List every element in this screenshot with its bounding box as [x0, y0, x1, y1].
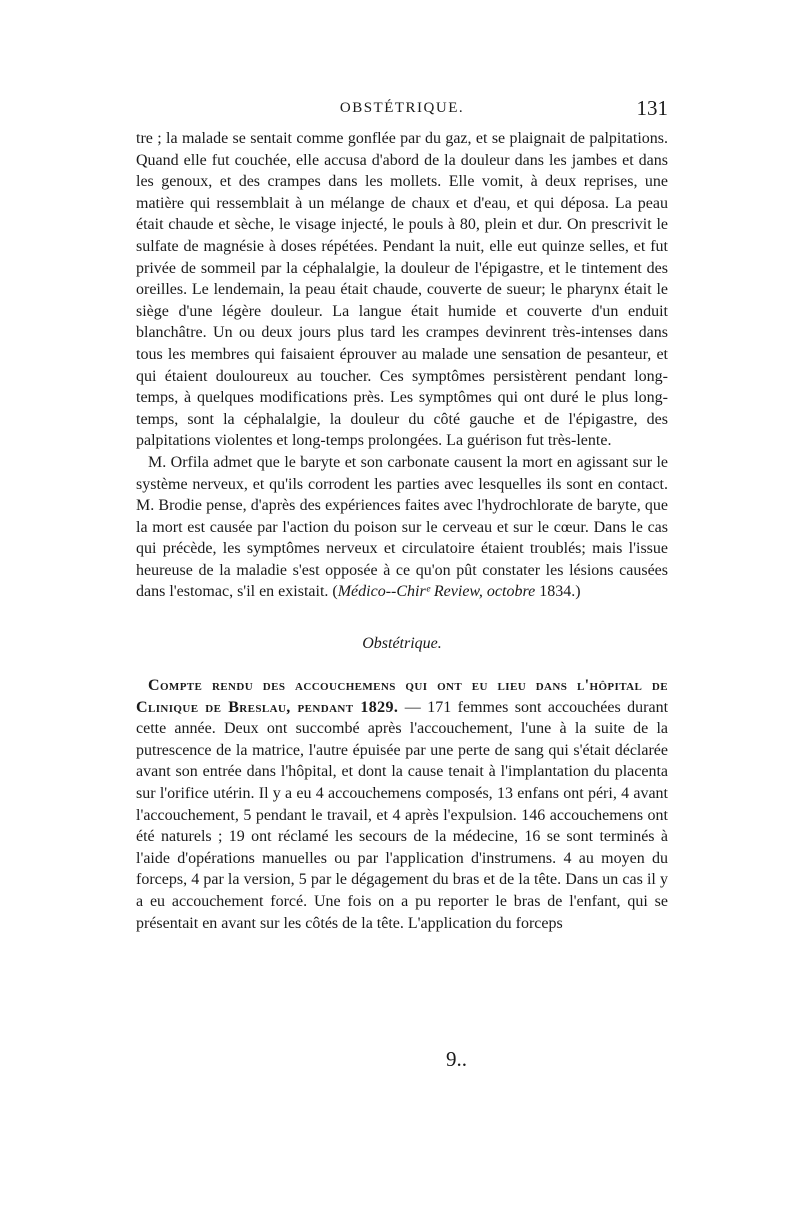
citation-date: 1834.) — [535, 583, 581, 601]
section-heading-obstetrique: Obstétrique. — [362, 635, 442, 653]
paragraph-orfila-text: M. Orfila admet que le baryte et son carbonate causent la mort en agissant sur le système nerveux, et qu'ils corrodent les parties avec lesquelles ils sont en contact. M. Brodie pense, d'après des expériences faites avec l'hydrochlorate de baryte, que la mort est causée par l'action du poison sur le cerveau et sur le cœur. Dans le cas qui précède, les symptômes nerveux et circulatoire étaient troublés; mais l'issue heureuse de la maladie s'est opposée à ce qu'on pût constater les lésions causées dans l'estomac, s'il en existait. ( — [136, 453, 668, 601]
page-content — [136, 98, 668, 934]
paragraph-breslau-report — [136, 675, 668, 934]
report-text: — 171 femmes sont accouchées durant cette année. Deux ont succombé après l'accouchement, l'une à la suite de la putrescence de la matrice, l'autre épuisée par une perte de sang qui s'était déclarée avant son entrée dans l'hôpital, et dont la cause tenait à l'implantation du placenta sur l'orifice utérin. Il y a eu 4 accouchemens composés, 13 enfans ont péri, 4 avant l'accouchement, 5 pendant le travail, et 4 après l'expulsion. 146 accouchemens ont été naturels ; 19 ont réclamé les secours de la médecine, 16 se sont terminés à l'aide d'opérations manuelles ou par l'application d'instrumens. 4 au moyen du forceps, 4 par la version, 5 par le dégagement du bras et de la tête. Dans un cas il y a eu accouchement forcé. Une fois on a pu reporter le bras de l'enfant, qui se présentait en avant sur les côtés de la tête. L'application du forceps — [136, 698, 669, 932]
page-number: 131 — [636, 96, 668, 120]
paragraph-orfila — [136, 452, 668, 603]
running-title: OBSTÉTRIQUE. — [339, 100, 465, 116]
page-header — [136, 98, 668, 128]
journal-citation: Médico--Chirᵉ Review, octobre — [337, 583, 536, 601]
report-heading: Compte rendu des accouchemens qui ont eu lieu dans l'hôpital de Clinique de Breslau, pendant 1829. — [136, 677, 668, 716]
signature-mark: 9.. — [446, 1047, 467, 1071]
paragraph-case-continuation: tre ; la malade se sentait comme gonflée par du gaz, et se plaignait de palpitations. Quand elle fut couchée, elle accusa d'abord de la douleur dans les jambes et dans les genoux, et des crampes dans les mollets. Elle vomit, à deux reprises, une matière qui ressemblait à un mélange de chaux et d'eau, et qui déposa. La peau était chaude et sèche, le visage injecté, le pouls à 80, plein et dur. On prescrivit le sulfate de magnésie à doses répétées. Pendant la nuit, elle eut quinze selles, et fut privée de sommeil par la céphalalgie, la douleur de l'épigastre, et le tintement des oreilles. Le lendemain, la peau était chaude, couverte de sueur; le pharynx était le siège d'une légère douleur. La langue était humide et couverte d'un enduit blanchâtre. Un ou deux jours plus tard les crampes devinrent très-intenses dans tous les membres qui faisaient éprouver au malade une sensation de pesanteur, et qui étaient douloureux au toucher. Ces symptômes persistèrent pendant long-temps, à quelques modifications près. Les symptômes qui ont duré le plus long-temps, sont la céphalalgie, la douleur du côté gauche et de l'épigastre, des palpitations violentes et long-temps prolongées. La guérison fut très-lente. — [136, 130, 668, 450]
